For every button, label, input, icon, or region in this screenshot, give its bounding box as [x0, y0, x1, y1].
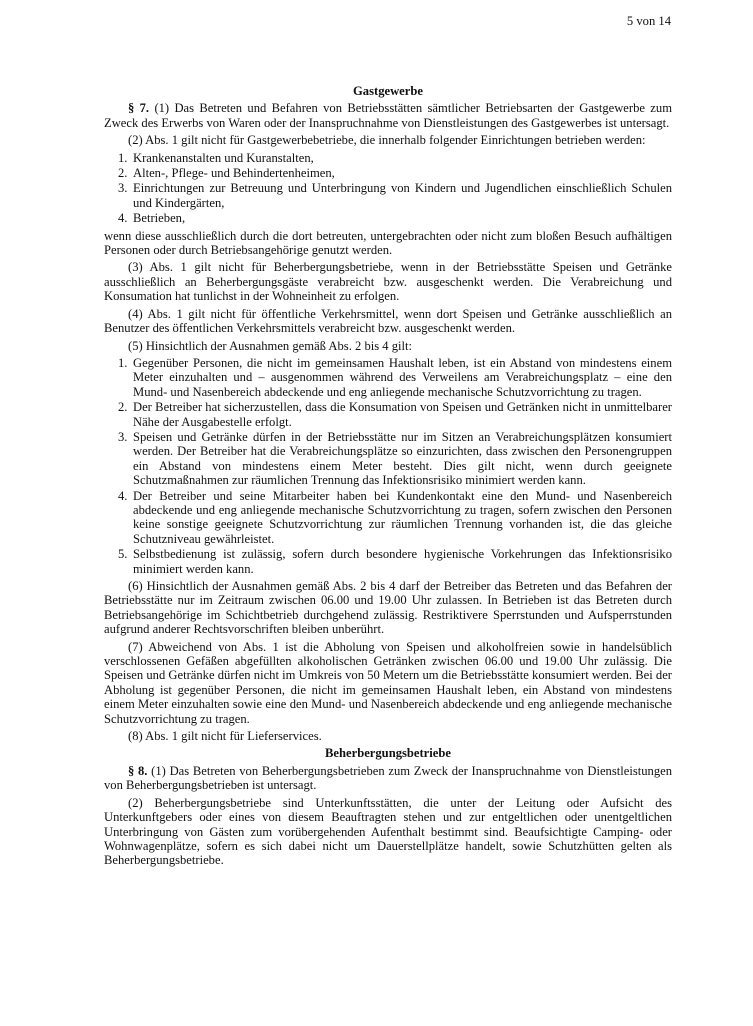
list-number: 5. [118, 547, 128, 562]
list-text: Speisen und Getränke dürfen in der Betriebsstätte nur im Sitzen an Verabreichungsplätzen konsumiert werden. Der Betreiber hat die Verabreichungsplätze so einzurichten, dass zwischen den Personengruppen ein Abstand von mindestens einem Meter besteht. Dies gilt nicht, wenn durch geeignete Schutzmaßnahmen zur räumlichen Trennung das Infektionsrisiko minimiert werden kann. [133, 429, 672, 488]
paragraph-7-2: (2) Abs. 1 gilt nicht für Gastgewerbebetriebe, die innerhalb folgender Einrichtungen betrieben werden: [128, 133, 646, 148]
list-item [104, 489, 672, 547]
list-item [104, 151, 672, 165]
list-number: 4. [118, 211, 128, 226]
paragraph-label: § 7. [128, 101, 150, 116]
paragraph-7-7: (7) Abweichend von Abs. 1 ist die Abholung von Speisen und alkoholfreien sowie in handelsüblich verschlossenen Gefäßen abgefüllten alkoholischen Getränken zwischen 06.00 und 19.00 Uhr zulässig. Die Speisen und Getränke dürfen nicht im Umkreis von 50 Metern um die Betriebsstätte konsumiert werden. Bei der Abholung ist gegenüber Personen, die nicht im gemeinsamen Haushalt leben, ein Abstand von mindestens einem Meter einzuhalten sowie eine den Mund- und Nasenbereich abdeckende und eng anliegende mechanische Schutzvorrichtung zu tragen. [104, 639, 672, 726]
list-number: 3. [118, 429, 128, 444]
list-text: Einrichtungen zur Betreuung und Unterbringung von Kindern und Jugendlichen einschließlich Schulen und Kindergärten, [133, 181, 672, 210]
paragraph-8-2: (2) Beherbergungsbetriebe sind Unterkunftsstätten, die unter der Leitung oder Aufsicht des Unterkunftgebers oder eines von diesem Beauftragten stehen und zur entgeltlichen oder unentgeltlichen Unterbringung von Gästen zum vorübergehenden Aufenthalt bestimmt sind. Beaufsichtigte Camping- oder Wohnwagenplätze, sofern es sich dabei nicht um Dauerstellplätze handelt, sowie Schutzhütten gelten als Beherbergungsbetriebe. [104, 795, 672, 868]
list-number: 2. [118, 166, 128, 181]
list-number: 4. [118, 488, 128, 503]
document-body [104, 84, 672, 871]
paragraph-text: (1) Das Betreten und Befahren von Betriebsstätten sämtlicher Betriebsarten der Gastgewerbe zum Zweck des Erwerbs von Waren oder der Inanspruchnahme von Dienstleistungen des Gastgewerbes ist untersagt. [104, 101, 672, 130]
paragraph-7-1 [104, 101, 672, 130]
list-text: Der Betreiber hat sicherzustellen, dass die Konsumation von Speisen und Getränken nicht in unmittelbarer Nähe der Ausgabestelle erfolgt. [133, 400, 672, 429]
section-heading-gastgewerbe: Gastgewerbe [353, 84, 423, 98]
list-item [104, 400, 672, 429]
paragraph-7-2-tail: wenn diese ausschließlich durch die dort betreuten, untergebrachten oder nicht zum bloßen Besuch aufhältigen Personen oder durch Betriebsangehörige genutzt werden. [104, 228, 672, 258]
list-text: Krankenanstalten und Kuranstalten, [133, 150, 314, 165]
list-item [104, 211, 672, 225]
list-item [104, 356, 672, 399]
section-heading-beherbergungsbetriebe: Beherbergungsbetriebe [325, 746, 451, 761]
list-text: Gegenüber Personen, die nicht im gemeinsamen Haushalt leben, ist ein Abstand von mindestens einem Meter einzuhalten und – ausgenommen während des Verweilens am Verabreichungsplatz – eine den Mund- und Nasenbereich abdeckende und eng anliegende mechanische Schutzvorrichtung zu tragen. [133, 355, 672, 399]
list-item [104, 430, 672, 488]
paragraph-text: (1) Das Betreten von Beherbergungsbetrieben zum Zweck der Inanspruchnahme von Dienstleistungen von Beherbergungsbetrieben ist untersagt. [104, 763, 673, 793]
paragraph-7-8: (8) Abs. 1 gilt nicht für Lieferservices. [128, 729, 322, 744]
list-number: 3. [118, 181, 128, 196]
list-item [104, 181, 672, 210]
list-text: Selbstbedienung ist zulässig, sofern durch besondere hygienische Vorkehrungen das Infektionsrisiko minimiert werden kann. [133, 547, 672, 576]
paragraph-7-5: (5) Hinsichtlich der Ausnahmen gemäß Abs. 2 bis 4 gilt: [128, 338, 413, 353]
paragraph-label: § 8. [128, 763, 148, 778]
list-item [104, 166, 672, 180]
list-number: 1. [118, 355, 128, 370]
list-number: 1. [118, 150, 128, 165]
list-7-5 [104, 356, 672, 576]
list-text: Der Betreiber und seine Mitarbeiter haben bei Kundenkontakt eine den Mund- und Nasenbereich abdeckende und eng anliegende mechanische Schutzvorrichtung zu tragen, sofern zwischen den Personen keine sonstige geeignete Schutzvorrichtung zur räumlichen Trennung vorhanden ist, die das gleiche Schutzniveau gewährleistet. [133, 488, 672, 546]
list-text: Betrieben, [133, 211, 186, 226]
page-number: 5 von 14 [626, 14, 671, 28]
list-number: 2. [118, 400, 128, 415]
list-item [104, 547, 672, 576]
paragraph-7-3: (3) Abs. 1 gilt nicht für Beherbergungsbetriebe, wenn in der Betriebsstätte Speisen und Getränke ausschließlich an Beherbergungsgäste verabreicht bzw. ausgeschenkt werden. Die Verabreichung und Konsumation hat tunlichst in der Wohneinheit zu erfolgen. [104, 260, 672, 304]
paragraph-7-6: (6) Hinsichtlich der Ausnahmen gemäß Abs. 2 bis 4 darf der Betreiber das Betreten und das Befahren der Betriebsstätte nur im Zeitraum zwischen 06.00 und 19.00 Uhr zulassen. In Betrieben ist das Betreten durch Betriebsangehörige im Schichtbetrieb durchgehend zulässig. Restriktivere Sperrstunden und Aufsperrstunden aufgrund anderer Rechtsvorschriften bleiben unberührt. [104, 579, 672, 637]
list-text: Alten-, Pflege- und Behindertenheimen, [133, 166, 335, 181]
paragraph-8-1 [104, 764, 672, 793]
paragraph-7-4: (4) Abs. 1 gilt nicht für öffentliche Verkehrsmittel, wenn dort Speisen und Getränke ausschließlich an Benutzer des öffentlichen Verkehrsmittels verabreicht bzw. ausgeschenkt werden. [104, 306, 672, 336]
list-7-2 [104, 151, 672, 226]
